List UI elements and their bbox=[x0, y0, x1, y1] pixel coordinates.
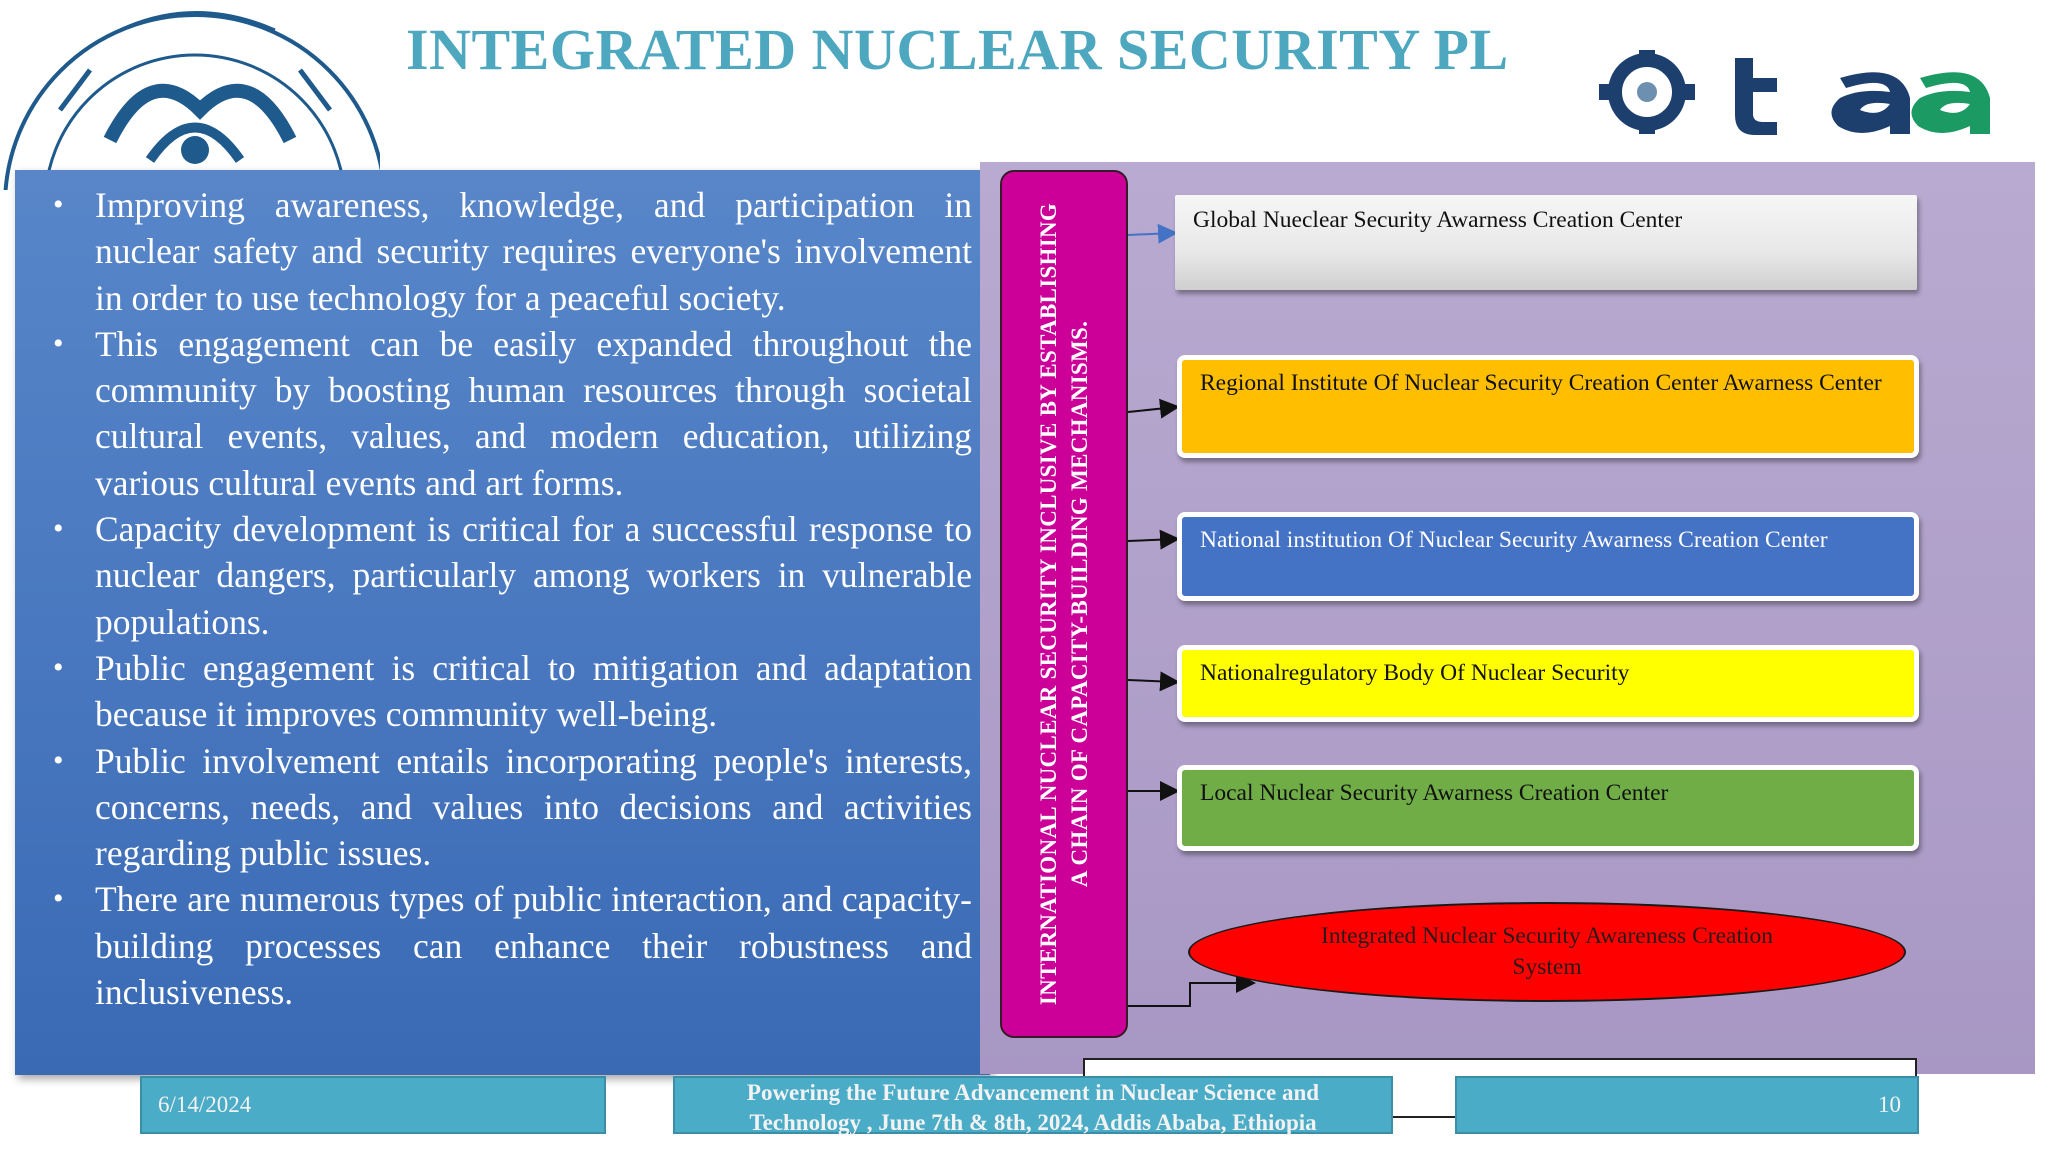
institution-seal-logo bbox=[0, 0, 380, 190]
bullet-item-1 bbox=[35, 182, 972, 321]
local-center-box: Local Nuclear Security Awarness Creation Center bbox=[1177, 765, 1919, 851]
footer-event bbox=[673, 1076, 1393, 1134]
bullet-text-5: Public involvement entails incorporating people's interests, concerns, needs, and values into decisions and activities regarding public issues. bbox=[95, 740, 972, 874]
bullet-icon: • bbox=[53, 882, 64, 916]
footer-event-line-2: Technology , June 7th & 8th, 2024, Addis Ababa, Ethiopia bbox=[749, 1110, 1317, 1135]
footer-page-number: 10 bbox=[1455, 1076, 1919, 1134]
regional-institute-box: Regional Institute Of Nuclear Security Creation Center Awarness Center bbox=[1177, 355, 1919, 458]
bullet-text-4: Public engagement is critical to mitigation and adaptation because it improves community well-being. bbox=[95, 647, 972, 735]
eta-logo bbox=[1585, 50, 2030, 135]
bullet-text-2: This engagement can be easily expanded throughout the community by boosting human resources through societal cultural events, values, and modern education, utilizing various cultural events and art forms. bbox=[95, 323, 972, 503]
bullet-item-2 bbox=[35, 321, 972, 506]
bullet-item-6 bbox=[35, 876, 972, 1015]
bullet-panel bbox=[15, 170, 990, 1075]
bullet-icon: • bbox=[53, 512, 64, 546]
vertical-chain-bar bbox=[1000, 170, 1128, 1038]
bullet-text-3: Capacity development is critical for a successful response to nuclear dangers, particularly among workers in vulnerable populations. bbox=[95, 509, 972, 642]
global-center-box: Global Nueclear Security Awarness Creation Center bbox=[1175, 195, 1917, 290]
footer-event-line-1: Powering the Future Advancement in Nuclear Science and bbox=[746, 1080, 1320, 1105]
bullet-text-6: There are numerous types of public interaction, and capacity-building processes can enhance their robustness and inclusiveness. bbox=[95, 879, 972, 1013]
bullet-icon: • bbox=[53, 326, 64, 360]
bullet-icon: • bbox=[53, 650, 64, 684]
integrated-system-ellipse bbox=[1188, 902, 1906, 1002]
vertical-bar-text: INTERNATIONAL NUCLEAR SECURITY INCLUSIVE BY ESTABLISHING A CHAIN OF CAPACITY-BUILDING MECHANISMS. bbox=[1036, 202, 1092, 1006]
bullet-icon: • bbox=[53, 743, 64, 777]
ellipse-label: Integrated Nuclear Security Awareness Creation System bbox=[1321, 923, 1773, 980]
national-institution-box: National institution Of Nuclear Security Awarness Creation Center bbox=[1177, 512, 1919, 601]
bullet-item-3 bbox=[35, 506, 972, 645]
bullet-text-1: Improving awareness, knowledge, and participation in nuclear safety and security requires everyone's involvement in order to use technology for a peaceful society. bbox=[95, 185, 972, 318]
footer-date: 6/14/2024 bbox=[140, 1076, 606, 1134]
bullet-list bbox=[35, 182, 972, 1015]
bullet-item-5 bbox=[35, 738, 972, 877]
regulatory-body-box: Nationalregulatory Body Of Nuclear Security bbox=[1177, 645, 1919, 722]
bullet-icon: • bbox=[53, 188, 64, 221]
bullet-item-4 bbox=[35, 645, 972, 738]
slide-title: INTEGRATED NUCLEAR SECURITY PL bbox=[406, 17, 1509, 82]
